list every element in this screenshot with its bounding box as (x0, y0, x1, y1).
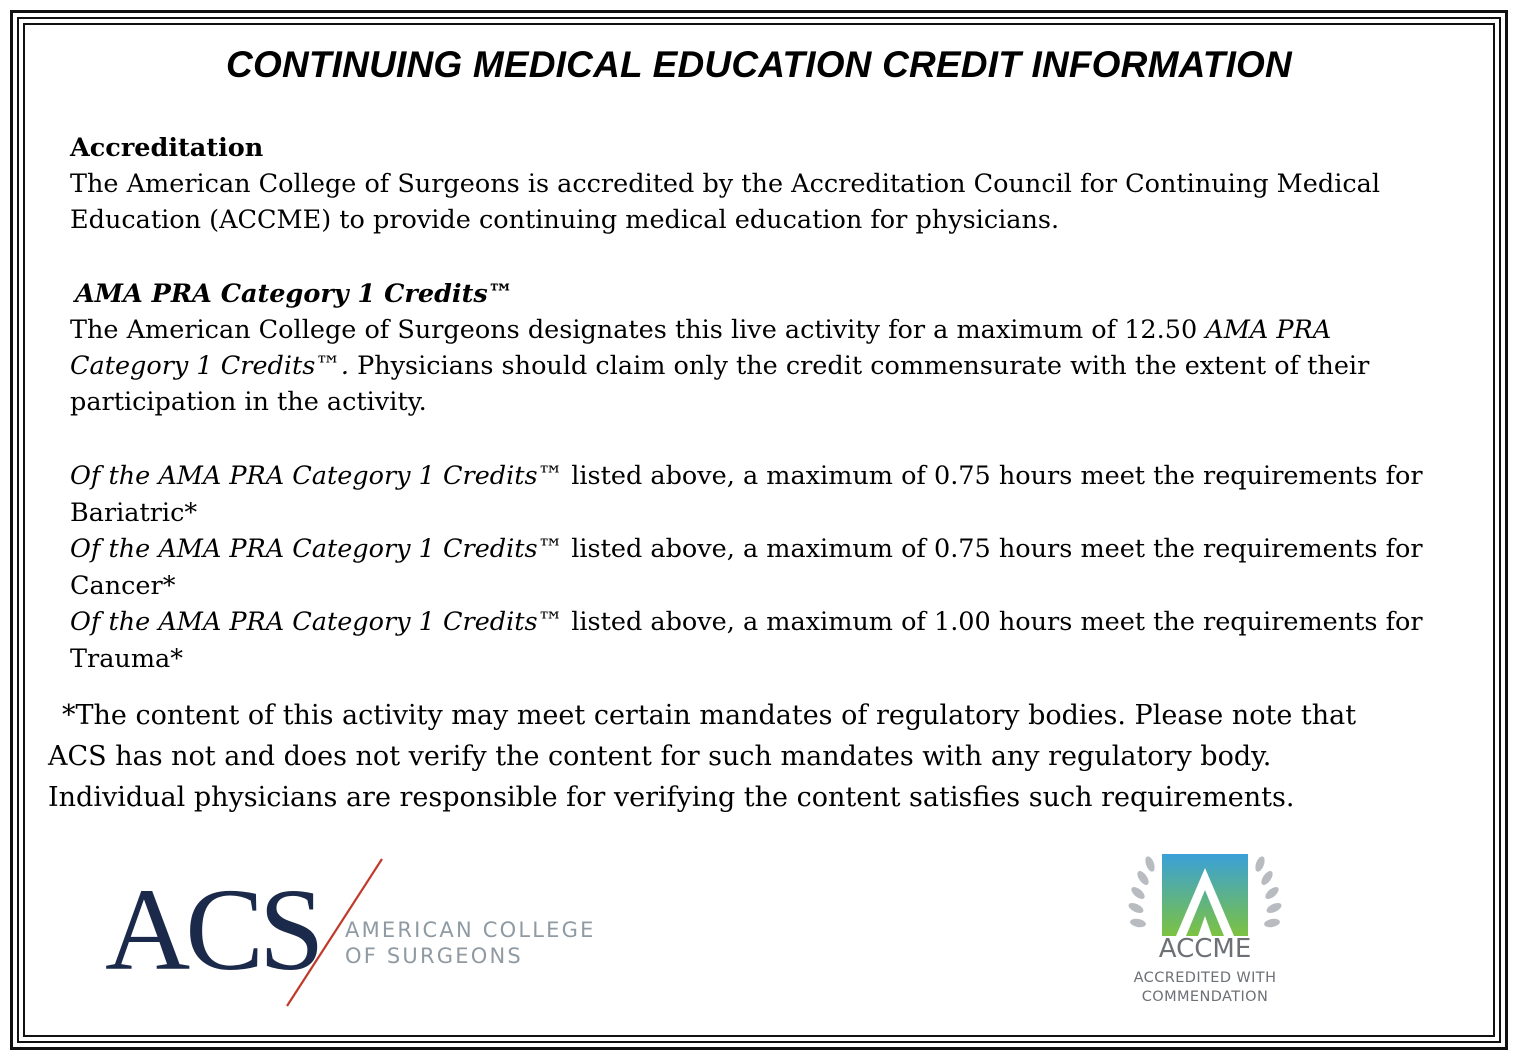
note-line-1: *The content of this activity may meet certain mandates of regulatory bodies. Please note that (62, 700, 1357, 731)
accme-seal (1110, 850, 1300, 1020)
requirement-line (70, 458, 1450, 495)
requirement-category: Trauma* (70, 643, 183, 674)
note-line-3: Individual physicians are responsible for verifying the content satisfies such requirements. (48, 782, 1295, 813)
requirement-italic: Of the AMA PRA Category 1 Credits™ (70, 534, 564, 564)
requirements-section (70, 458, 1450, 677)
acs-logo-letters: ACS (105, 864, 320, 995)
acs-name-line-1: AMERICAN COLLEGE (345, 918, 596, 942)
requirement-text: listed above, a maximum of 0.75 hours meet the requirements for (563, 534, 1423, 564)
acs-name-line-2: OF SURGEONS (345, 944, 523, 968)
accme-wordmark: ACCME (1158, 934, 1252, 964)
accme-emblem-icon (1110, 850, 1300, 940)
accreditation-heading: Accreditation (70, 133, 264, 163)
note-line-2: ACS has not and does not verify the content for such mandates with any regulatory body. (48, 741, 1272, 772)
ama-line-2-text: Physicians should claim only the credit commensurate with the extent of their (348, 351, 1370, 381)
page-title: CONTINUING MEDICAL EDUCATION CREDIT INFORMATION (226, 44, 1292, 85)
requirement-text: listed above, a maximum of 1.00 hours meet the requirements for (563, 607, 1423, 637)
requirement-category: Cancer* (70, 570, 176, 601)
accreditation-line-1: The American College of Surgeons is accredited by the Accreditation Council for Continuing Medical (70, 169, 1380, 199)
ama-line-2-italic: Category 1 Credits™. (70, 351, 349, 381)
requirement-line (70, 531, 1450, 568)
accme-line-2: COMMENDATION (1141, 989, 1269, 1005)
ama-credits-section (70, 276, 1450, 420)
accreditation-section (70, 130, 1450, 238)
accme-line-1: ACCREDITED WITH (1133, 970, 1277, 986)
ama-line-1 (70, 312, 1450, 348)
acs-logo (105, 855, 625, 1010)
requirement-italic: Of the AMA PRA Category 1 Credits™ (70, 607, 564, 637)
ama-line-1-text: The American College of Surgeons designates this live activity for a maximum of 12.50 (70, 315, 1206, 345)
ama-line-1-italic: AMA PRA (1205, 315, 1332, 345)
accreditation-line-2: Education (ACCME) to provide continuing medical education for physicians. (70, 205, 1060, 235)
regulatory-note (48, 695, 1468, 818)
ama-heading: AMA PRA Category 1 Credits™ (75, 279, 514, 309)
requirement-italic: Of the AMA PRA Category 1 Credits™ (70, 461, 564, 491)
ama-line-2 (70, 348, 1450, 384)
requirement-category: Bariatric* (70, 497, 198, 528)
requirement-text: listed above, a maximum of 0.75 hours meet the requirements for (563, 461, 1423, 491)
requirement-line (70, 604, 1450, 641)
ama-line-3: participation in the activity. (70, 387, 427, 417)
